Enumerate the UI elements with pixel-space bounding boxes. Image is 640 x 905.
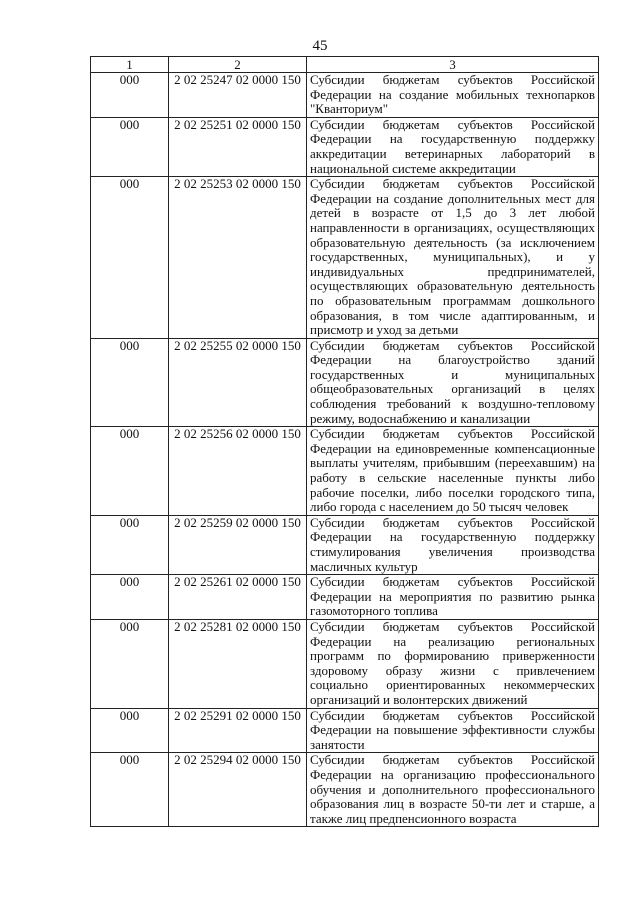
admin-code-cell: 000	[91, 427, 169, 516]
description-cell: Субсидии бюджетам субъектов Российской Федерации на организацию профессионального обучения и дополнительного профессионального образования лиц в возрасте 50-ти лет и старше, а также лиц предпенсионного возраста	[307, 753, 599, 827]
table-row	[91, 753, 599, 827]
budget-code-cell: 2 02 25253 02 0000 150	[169, 177, 307, 339]
budget-code-cell: 2 02 25251 02 0000 150	[169, 117, 307, 176]
budget-code-cell: 2 02 25291 02 0000 150	[169, 708, 307, 753]
description-cell: Субсидии бюджетам субъектов Российской Федерации на благоустройство зданий государственных и муниципальных общеобразовательных организаций в целях соблюдения требований к воздушно-тепловому режиму, водоснабжению и канализации	[307, 338, 599, 427]
budget-code-cell: 2 02 25255 02 0000 150	[169, 338, 307, 427]
budget-code-cell: 2 02 25259 02 0000 150	[169, 515, 307, 574]
budget-classification-table	[90, 56, 599, 827]
description-cell: Субсидии бюджетам субъектов Российской Федерации на мероприятия по развитию рынка газомоторного топлива	[307, 575, 599, 620]
budget-code-cell: 2 02 25261 02 0000 150	[169, 575, 307, 620]
table-row	[91, 708, 599, 753]
description-cell: Субсидии бюджетам субъектов Российской Федерации на реализацию региональных программ по формированию приверженности здоровому образу жизни с привлечением социально ориентированных некоммерческих организаций и волонтерских движений	[307, 619, 599, 708]
description-cell: Субсидии бюджетам субъектов Российской Федерации на повышение эффективности службы занятости	[307, 708, 599, 753]
budget-code-cell: 2 02 25256 02 0000 150	[169, 427, 307, 516]
table-row	[91, 619, 599, 708]
column-header-2: 2	[169, 57, 307, 73]
admin-code-cell: 000	[91, 575, 169, 620]
description-cell: Субсидии бюджетам субъектов Российской Федерации на государственную поддержку аккредитации ветеринарных лабораторий в национальной системе аккредитации	[307, 117, 599, 176]
table-row	[91, 427, 599, 516]
page-number: 45	[312, 38, 328, 54]
description-cell: Субсидии бюджетам субъектов Российской Федерации на государственную поддержку стимулирования увеличения производства масличных культур	[307, 515, 599, 574]
admin-code-cell: 000	[91, 708, 169, 753]
admin-code-cell: 000	[91, 515, 169, 574]
admin-code-cell: 000	[91, 619, 169, 708]
description-cell: Субсидии бюджетам субъектов Российской Федерации на создание мобильных технопарков "Кванториум"	[307, 73, 599, 118]
admin-code-cell: 000	[91, 73, 169, 118]
admin-code-cell: 000	[91, 753, 169, 827]
table-row	[91, 117, 599, 176]
column-header-1: 1	[91, 57, 169, 73]
budget-code-cell: 2 02 25281 02 0000 150	[169, 619, 307, 708]
description-cell: Субсидии бюджетам субъектов Российской Федерации на единовременные компенсационные выплаты учителям, прибывшим (переехавшим) на работу в сельские населенные пункты либо рабочие поселки, либо поселки городского типа, либо города с населением до 50 тысяч человек	[307, 427, 599, 516]
table-row	[91, 338, 599, 427]
budget-code-cell: 2 02 25294 02 0000 150	[169, 753, 307, 827]
column-header-3: 3	[307, 57, 599, 73]
table-row	[91, 575, 599, 620]
budget-code-cell: 2 02 25247 02 0000 150	[169, 73, 307, 118]
admin-code-cell: 000	[91, 117, 169, 176]
table-header-row	[91, 57, 599, 73]
table-row	[91, 515, 599, 574]
description-cell: Субсидии бюджетам субъектов Российской Федерации на создание дополнительных мест для детей в возрасте от 1,5 до 3 лет любой направленности в организациях, осуществляющих образовательную деятельность (за исключением государственных, муниципальных), и у индивидуальных предпринимателей, осуществляющих образовательную деятельность по образовательным программам дошкольного образования, в том числе адаптированным, и присмотр и уход за детьми	[307, 177, 599, 339]
admin-code-cell: 000	[91, 177, 169, 339]
admin-code-cell: 000	[91, 338, 169, 427]
table-row	[91, 177, 599, 339]
table-row	[91, 73, 599, 118]
